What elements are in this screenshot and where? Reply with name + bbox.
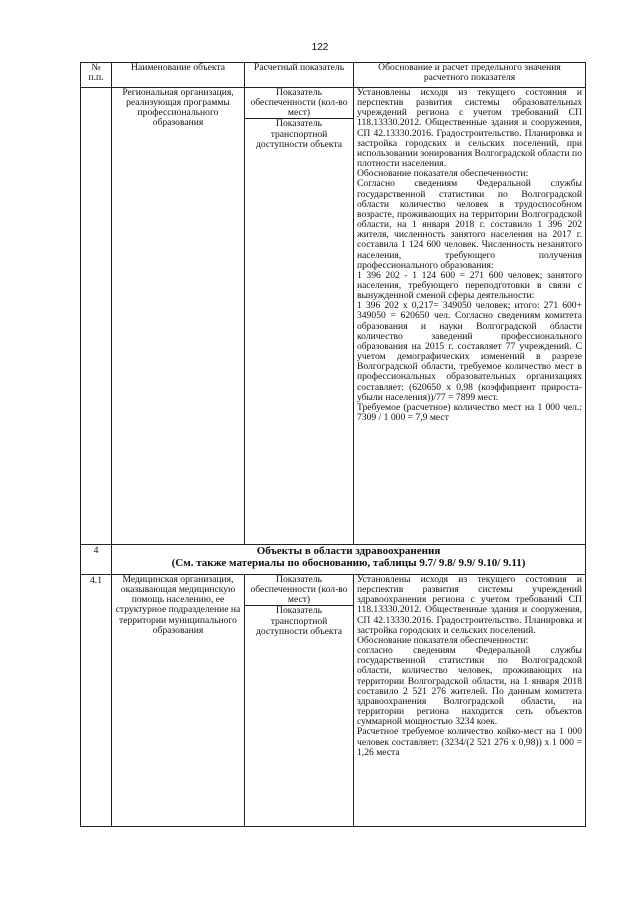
table-header-row — [81, 63, 586, 88]
row-number: 4.1 — [81, 575, 112, 827]
justification-paragraph: 1 396 202 x 0,217= 349050 человек; итого: 271 600+ 349050 = 620650 чел. Согласно сведениям комитета образования и науки Волгоградской области количество заведений профессионального образования на 2015 г. составляет 77 учреждений. С учетом демографических изменений в разрезе Волгоградской области, требуемое количество мест в профессиональных образовательных организациях составляет: (620650 x 0,98 (коэффициент прироста-убыли населения))/77 = 7899 мест. — [357, 300, 582, 403]
justification-paragraph: Требуемое (расчетное) количество мест на 1 000 чел.: 7309 / 1 000 = 7,9 мест — [357, 401, 582, 423]
section-reference: (См. также материалы по обоснованию, таблицы 9.7/ 9.8/ 9.9/ 9.10/ 9.11) — [171, 557, 526, 570]
header-object-name: Наименование объекта — [112, 63, 245, 88]
row-number — [81, 88, 112, 545]
table-row — [81, 88, 586, 545]
table-row — [81, 575, 586, 827]
page-number: 122 — [311, 42, 329, 53]
justification-text — [354, 88, 586, 545]
header-justification: Обоснование и расчет предельного значения расчетного показателя — [354, 63, 586, 88]
indicator-transport-access: Показатель транспортной доступности объекта — [255, 118, 343, 150]
section-title — [112, 545, 586, 575]
justification-paragraph: Обоснование показателя обеспеченности: — [357, 168, 529, 180]
header-indicator: Расчетный показатель — [245, 63, 354, 88]
justification-paragraph: согласно сведениям Федеральной службы государственной статистики по Волгоградской области, количество человек, проживающих на территории Волгоградской области, на 1 января 2018 составило 2 521 276 жителей. По данным комитета здравоохранения Волгоградской области, на территории региона находится сеть объектов суммарной мощностью 3234 коек. — [357, 645, 582, 728]
justification-paragraph: Установлены исходя из текущего состояния и перспектив развития системы учреждений здравоохранения региона с учетом требований СП 118.13330.2012. Общественные здания и сооружения, СП 42.13330.2016. Градостроительство. Планировка и застройка городских и сельских поселений. — [357, 574, 582, 636]
section-row — [81, 545, 586, 575]
justification-paragraph: Согласно сведениям Федеральной службы государственной статистики по Волгоградской области количество человек в трудоспособном возрасте, проживающих на территории Волгоградской области, на 1 января 2018 г. составило 1 396 202 жителя, численность занятого населения на 2017 г. составила 1 124 600 человек. Численность незанятого населения, требующего получения профессионального образования: — [357, 178, 582, 271]
object-name: Региональная организация, реализующая программы профессионального образования — [112, 88, 245, 545]
justification-paragraph: 1 396 202 - 1 124 600 = 271 600 человек; занятого населения, требующего переподготовки в связи с вынужденной сменой сферы деятельности: — [357, 269, 582, 302]
justification-paragraph: Установлены исходя из текущего состояния и перспектив развития системы образовательных учреждений региона с учетом требований СП 118.13330.2012. Общественные здания и сооружения, СП 42.13330.2016. Градостроительство. Планировка и застройка городских и сельских поселений, при использовании зонирования Волгоградской области по плотности населения. — [357, 87, 582, 170]
indicator-capacity: Показатель обеспеченности (кол-во мест) — [245, 88, 353, 119]
section-number: 4 — [81, 545, 112, 575]
standards-table — [80, 62, 586, 827]
justification-paragraph: Расчетное требуемое количество койко-мест на 1 000 человек составляет: (3234/(2 521 276 x 0,98)) x 1 000 = 1,26 места — [357, 726, 582, 758]
indicator-capacity: Показатель обеспеченности (кол-во мест) — [245, 575, 353, 606]
object-name: Медицинская организация, оказывающая медицинскую помощь населению, ее структурное подразделение на территории муниципального образования — [112, 575, 245, 827]
indicator-transport-access: Показатель транспортной доступности объекта — [255, 605, 343, 637]
justification-text — [354, 575, 586, 827]
justification-paragraph: Обоснование показателя обеспеченности: — [357, 634, 529, 646]
header-number: № п.п. — [81, 63, 112, 88]
section-heading: Объекты в области здравоохранения — [256, 545, 441, 557]
